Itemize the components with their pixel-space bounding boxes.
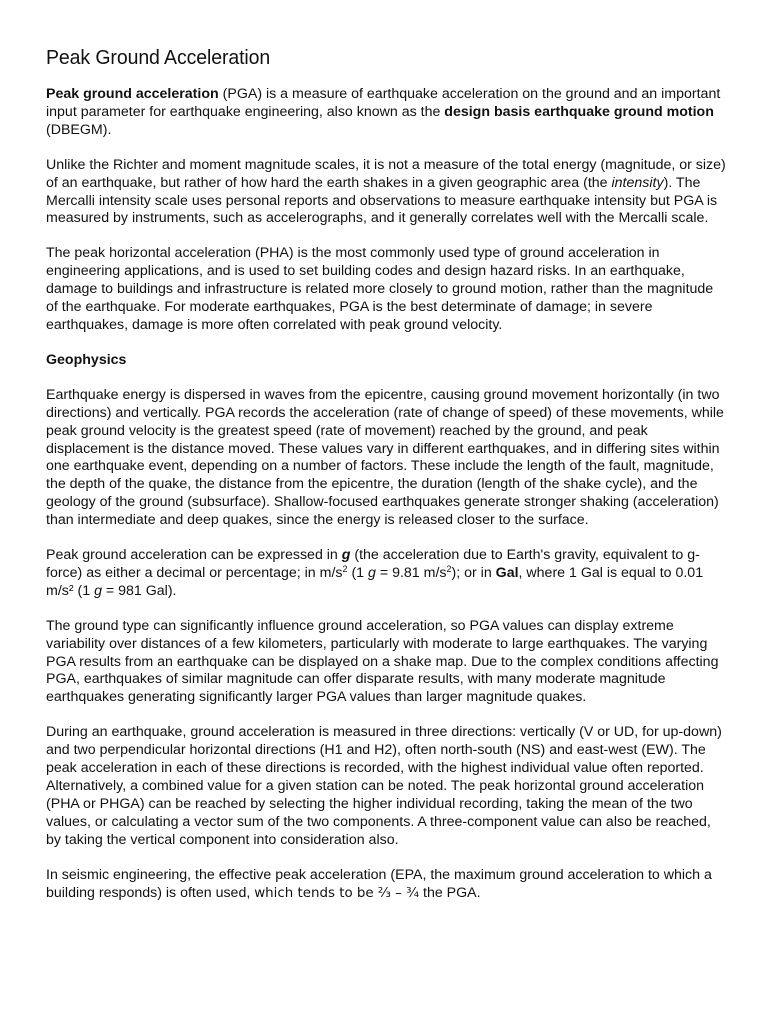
term-intensity: intensity: [611, 174, 664, 191]
symbol-g: g: [341, 547, 351, 564]
intensity-paragraph: Unlike the Richter and moment magnitude scales, it is not a measure of the total energy (magnitude, or size) of an earthquake, but rather of how hard the earth shakes in a given geographic area (the intensity). The Mercalli intensity scale uses personal reports and observations to measure earthquake intensity but PGA is measured by instruments, such as accelerographs, and it generally correlates well with the Mercalli scale.: [46, 156, 726, 227]
ground-type-paragraph: The ground type can significantly influence ground acceleration, so PGA values can display extreme variability over distances of a few kilometers, particularly with moderate to large earthquakes. The varying PGA results from an earthquake can be displayed on a shake map. Due to the complex conditions affecting PGA, earthquakes of similar magnitude can offer disparate results, with many moderate magnitude earthquakes generating significantly larger PGA values than larger magnitude quakes.: [46, 617, 719, 706]
section-heading-geophysics: Geophysics: [46, 351, 127, 368]
term-gal: Gal: [495, 564, 519, 581]
page-title: Peak Ground Acceleration: [46, 46, 271, 70]
pha-paragraph: The peak horizontal acceleration (PHA) is the most commonly used type of ground acceleration in engineering applications, and is used to set building codes and design hazard risks. In an earthquake, damage to buildings and infrastructure is related more closely to ground motion, rather than the magnitude of the earthquake. For moderate earthquakes, PGA is the best determinate of damage; in severe earthquakes, damage is more often correlated with peak ground velocity.: [46, 245, 714, 333]
term-dbegm: design basis earthquake ground motion: [444, 103, 714, 120]
epa-paragraph: In seismic engineering, the effective peak acceleration (EPA, the maximum ground acceleration to which a building responds) is often used, which tends to be ⅔ – ¾ the PGA.: [46, 866, 712, 901]
intro-paragraph: Peak ground acceleration (PGA) is a measure of earthquake acceleration on the ground and an important input parameter for earthquake engineering, also known as the design basis earthquake ground motion (DBEGM).: [46, 86, 721, 138]
term-pga: Peak ground acceleration: [46, 86, 219, 102]
directions-paragraph: During an earthquake, ground acceleration is measured in three directions: vertically (V or UD, for up-down) and two perpendicular horizontal directions (H1 and H2), often north-south (NS) and east-west (EW). The peak acceleration in each of these directions is recorded, with the highest individual value often reported. Alternatively, a combined value for a given station can be noted. The peak horizontal ground acceleration (PHA or PHGA) can be reached by selecting the higher individual recording, taking the mean of the two values, or calculating a vector sum of the two components. A three-component value can also be reached, by taking the vertical component into consideration also.: [46, 724, 722, 848]
units-paragraph: Peak ground acceleration can be expressed in g (the acceleration due to Earth's gravity, equivalent to g-force) as either a decimal or percentage; in $m/s^2$ (1 g = 9.81 $m/s^2$); or in Gal, where 1 Gal is equal to 0.01 m/s² (1 g = 981 Gal).: [46, 547, 704, 599]
energy-paragraph: Earthquake energy is dispersed in waves from the epicentre, causing ground movement horizontally (in two directions) and vertically. PGA records the acceleration (rate of change of speed) of these movements, while peak ground velocity is the greatest speed (rate of movement) reached by the ground, and peak displacement is the distance moved. These values vary in different earthquakes, and in differing sites within one earthquake event, depending on a number of factors. These include the length of the fault, magnitude, the depth of the quake, the distance from the epicentre, the duration (length of the shake cycle), and the geology of the ground (subsurface). Shallow-focused earthquakes generate stronger shaking (acceleration) than intermediate and deep quakes, since the energy is released closer to the surface.: [46, 386, 724, 529]
